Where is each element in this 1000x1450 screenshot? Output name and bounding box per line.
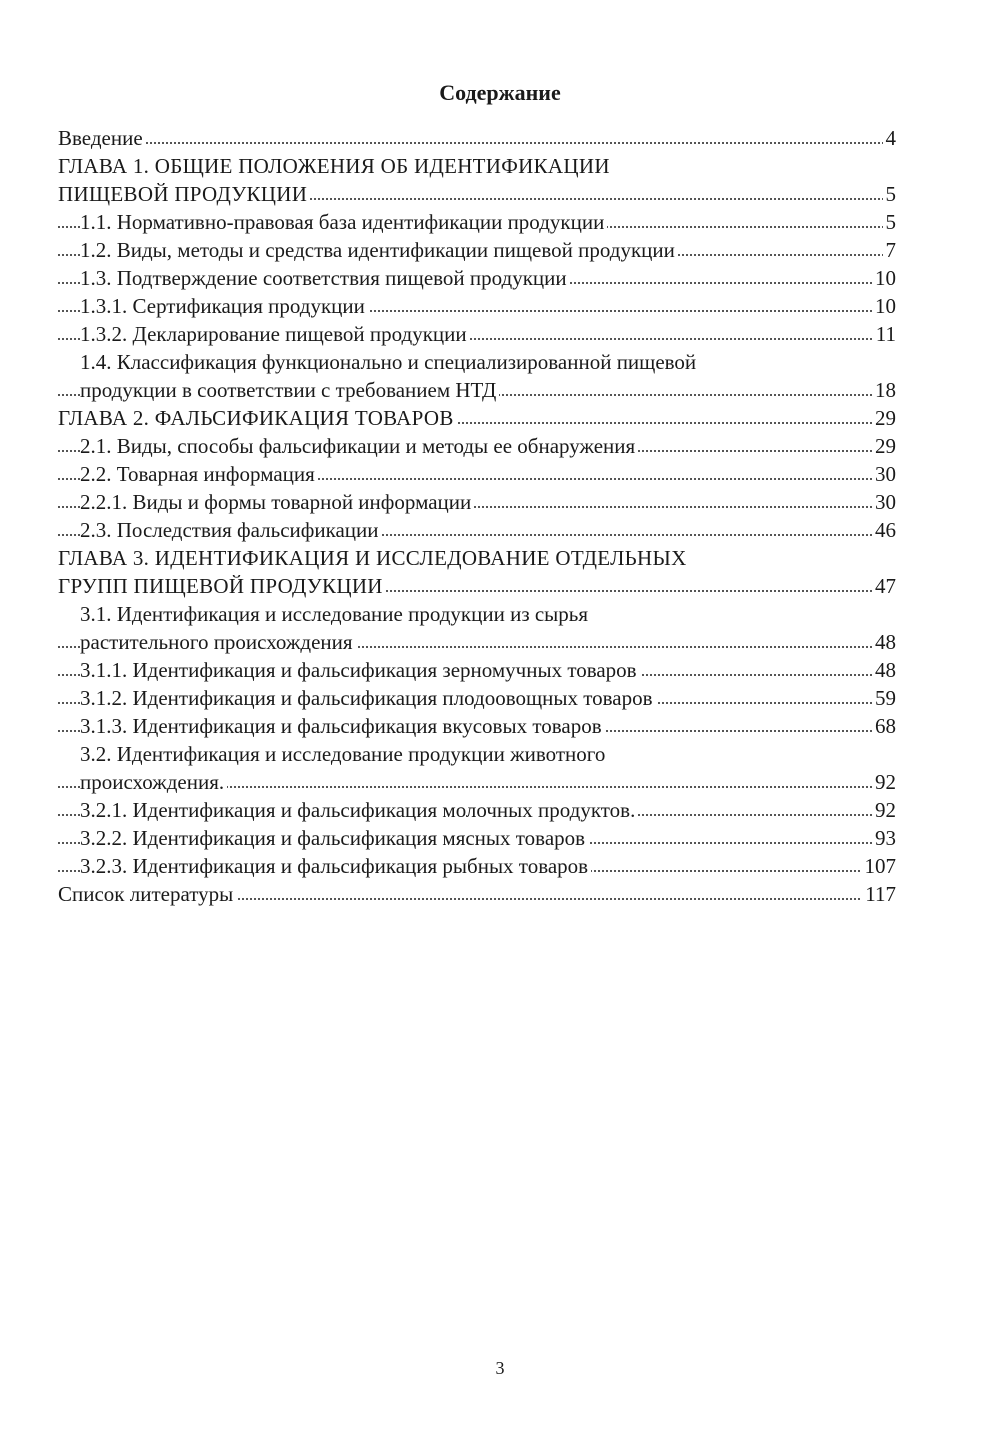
toc-entry-page: 29 xyxy=(872,404,896,432)
toc-entry-text: 1.3.2. Декларирование пищевой продукции xyxy=(80,320,470,348)
toc-entry-page: 10 xyxy=(872,264,896,292)
toc-entry-text: 2.3. Последствия фальсификации xyxy=(80,516,382,544)
toc-entry-line xyxy=(58,880,896,908)
toc-entry-page: 5 xyxy=(883,208,897,236)
toc-entry-page: 30 xyxy=(872,460,896,488)
toc-entry-text: ПИЩЕВОЙ ПРОДУКЦИИ xyxy=(58,180,310,208)
toc-entry-text: продукции в соответствии с требованием НТД xyxy=(80,376,499,404)
toc-entry-line xyxy=(58,208,896,236)
toc-entry-text: 2.2. Товарная информация xyxy=(80,460,318,488)
toc-entry-text: 1.3.1. Сертификация продукции xyxy=(80,292,368,320)
toc-entry-text: 3.1.3. Идентификация и фальсификация вкусовых товаров xyxy=(80,712,605,740)
toc-entry-text: 3.1.2. Идентификация и фальсификация плодоовощных товаров xyxy=(80,684,656,712)
toc-entry-line xyxy=(58,152,896,180)
toc-entry-line xyxy=(58,740,896,768)
toc-entry-page: 10 xyxy=(872,292,896,320)
table-of-contents xyxy=(58,124,896,908)
toc-entry-page: 46 xyxy=(872,516,896,544)
page-number: 3 xyxy=(495,1358,505,1378)
toc-entry-line xyxy=(58,460,896,488)
toc-entry-text: 1.3. Подтверждение соответствия пищевой продукции xyxy=(80,264,570,292)
toc-entry-text: 3.1. Идентификация и исследование продукции из сырья xyxy=(80,600,591,628)
toc-entry-page: 117 xyxy=(862,880,896,908)
toc-entry-line xyxy=(58,488,896,516)
toc-entry-page: 107 xyxy=(862,852,897,880)
toc-entry-text: 3.2.1. Идентификация и фальсификация молочных продуктов. xyxy=(80,796,638,824)
toc-entry-page: 11 xyxy=(873,320,896,348)
toc-entry-page: 68 xyxy=(872,712,896,740)
toc-entry-line xyxy=(58,796,896,824)
toc-entry-line xyxy=(58,292,896,320)
toc-entry-line xyxy=(58,768,896,796)
toc-entry-line xyxy=(58,348,896,376)
toc-entry-text: 1.1. Нормативно-правовая база идентификации продукции xyxy=(80,208,607,236)
toc-entry-line xyxy=(58,656,896,684)
toc-entry-text: ГЛАВА 3. ИДЕНТИФИКАЦИЯ И ИССЛЕДОВАНИЕ ОТДЕЛЬНЫХ xyxy=(58,544,690,572)
toc-entry-page: 4 xyxy=(883,124,897,152)
toc-entry-text: 1.2. Виды, методы и средства идентификации пищевой продукции xyxy=(80,236,678,264)
toc-entry-page: 93 xyxy=(872,824,896,852)
toc-entry-page: 18 xyxy=(872,376,896,404)
toc-entry-text: растительного происхождения xyxy=(80,628,356,656)
toc-entry-text: ГРУПП ПИЩЕВОЙ ПРОДУКЦИИ xyxy=(58,572,386,600)
toc-entry-line xyxy=(58,124,896,152)
toc-entry-page: 29 xyxy=(872,432,896,460)
toc-entry-page: 92 xyxy=(872,768,896,796)
toc-entry-line xyxy=(58,236,896,264)
toc-entry-line xyxy=(58,600,896,628)
toc-entry-line xyxy=(58,320,896,348)
toc-entry-line xyxy=(58,376,896,404)
toc-entry-text: ГЛАВА 1. ОБЩИЕ ПОЛОЖЕНИЯ ОБ ИДЕНТИФИКАЦИИ xyxy=(58,152,613,180)
toc-entry-text: 2.1. Виды, способы фальсификации и методы ее обнаружения xyxy=(80,432,638,460)
toc-entry-page: 47 xyxy=(872,572,896,600)
toc-entry-text: 3.2.3. Идентификация и фальсификация рыбных товаров xyxy=(80,852,591,880)
toc-entry-line xyxy=(58,852,896,880)
toc-entry-line xyxy=(58,404,896,432)
toc-entry-line xyxy=(58,180,896,208)
toc-entry-page: 48 xyxy=(872,656,896,684)
toc-entry-text: 1.4. Классификация функционально и специализированной пищевой xyxy=(80,348,699,376)
toc-entry-page: 48 xyxy=(872,628,896,656)
toc-entry-line xyxy=(58,432,896,460)
toc-entry-text: 3.2. Идентификация и исследование продукции животного xyxy=(80,740,608,768)
toc-entry-line xyxy=(58,628,896,656)
toc-entry-line xyxy=(58,264,896,292)
toc-entry-text: Введение xyxy=(58,124,146,152)
toc-entry-line xyxy=(58,712,896,740)
toc-entry-page: 30 xyxy=(872,488,896,516)
toc-entry-line xyxy=(58,516,896,544)
toc-entry-page: 92 xyxy=(872,796,896,824)
toc-entry-line xyxy=(58,572,896,600)
toc-entry-line xyxy=(58,824,896,852)
toc-entry-text: происхождения. xyxy=(80,768,227,796)
toc-entry-page: 7 xyxy=(883,236,897,264)
toc-entry-text: 2.2.1. Виды и формы товарной информации xyxy=(80,488,474,516)
toc-entry-line xyxy=(58,684,896,712)
toc-entry-text: Список литературы xyxy=(58,880,236,908)
toc-entry-line xyxy=(58,544,896,572)
toc-entry-text: ГЛАВА 2. ФАЛЬСИФИКАЦИЯ ТОВАРОВ xyxy=(58,404,457,432)
toc-entry-text: 3.2.2. Идентификация и фальсификация мясных товаров xyxy=(80,824,588,852)
toc-title: Содержание xyxy=(439,80,561,105)
toc-entry-page: 5 xyxy=(883,180,897,208)
toc-entry-text: 3.1.1. Идентификация и фальсификация зерномучных товаров xyxy=(80,656,640,684)
toc-entry-page: 59 xyxy=(872,684,896,712)
